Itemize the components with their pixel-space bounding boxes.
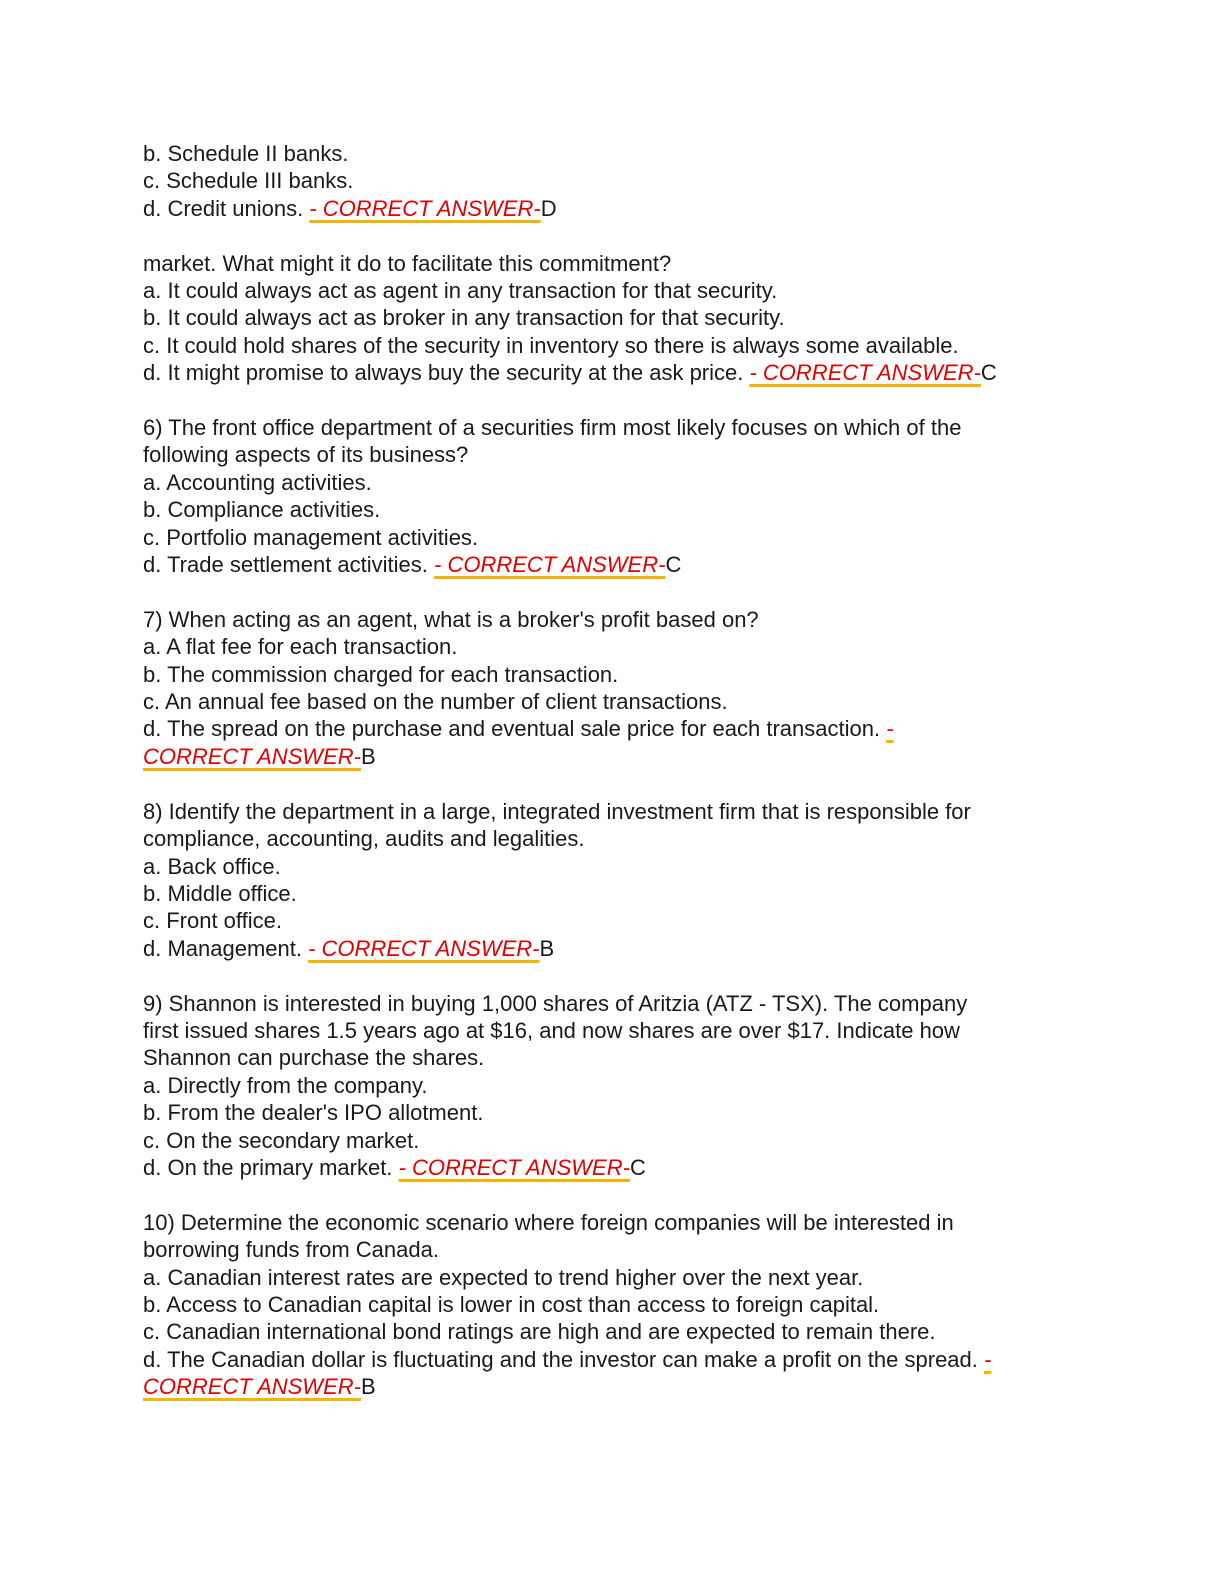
text-line xyxy=(143,1154,1083,1181)
line-text: c. Portfolio management activities. xyxy=(143,524,479,550)
line-text: b. Access to Canadian capital is lower in cost than access to foreign capital. xyxy=(143,1291,880,1317)
line-text: 9) Shannon is interested in buying 1,000 shares of Aritzia (ATZ - TSX). The company xyxy=(143,990,968,1016)
question-block xyxy=(143,798,1083,962)
text-line xyxy=(143,277,1083,304)
text-line xyxy=(143,907,1083,934)
question-block xyxy=(143,250,1083,387)
line-text: c. An annual fee based on the number of client transactions. xyxy=(143,689,728,715)
text-line xyxy=(143,496,1083,523)
correct-answer-tag: - CORRECT ANSWER- xyxy=(309,195,541,221)
text-line xyxy=(143,469,1083,496)
text-line xyxy=(143,1127,1083,1154)
line-text: c. Canadian international bond ratings are high and are expected to remain there. xyxy=(143,1319,936,1345)
line-text: d. The Canadian dollar is fluctuating and the investor can make a profit on the spread. xyxy=(143,1346,984,1372)
text-line xyxy=(143,414,1083,441)
text-line xyxy=(143,1318,1083,1345)
text-line xyxy=(143,332,1083,359)
text-line xyxy=(143,1346,1083,1373)
paragraph-gap xyxy=(143,1181,1083,1208)
line-text: b. Compliance activities. xyxy=(143,497,381,523)
paragraph-gap xyxy=(143,962,1083,989)
correct-answer-tag: - CORRECT ANSWER- xyxy=(398,1154,630,1180)
paragraph-gap xyxy=(143,770,1083,797)
text-line xyxy=(143,250,1083,277)
line-text: borrowing funds from Canada. xyxy=(143,1237,439,1263)
line-text: 8) Identify the department in a large, integrated investment firm that is responsible for xyxy=(143,798,971,824)
line-text: 10) Determine the economic scenario where foreign companies will be interested in xyxy=(143,1209,954,1235)
text-line xyxy=(143,688,1083,715)
correct-answer-tag: - CORRECT ANSWER- xyxy=(749,360,981,386)
correct-answer-tag: - CORRECT ANSWER- xyxy=(434,552,666,578)
question-block xyxy=(143,140,1083,222)
text-line xyxy=(143,1099,1083,1126)
correct-answer-tag: - CORRECT ANSWER- xyxy=(308,935,540,961)
correct-answer-tag: CORRECT ANSWER- xyxy=(143,743,361,769)
line-text: d. It might promise to always buy the security at the ask price. xyxy=(143,360,750,386)
line-text: a. Canadian interest rates are expected to trend higher over the next year. xyxy=(143,1264,864,1290)
line-text: d. Credit unions. xyxy=(143,195,310,221)
text-line xyxy=(143,825,1083,852)
text-line xyxy=(143,1209,1083,1236)
text-line xyxy=(143,1072,1083,1099)
text-line xyxy=(143,359,1083,386)
text-line xyxy=(143,990,1083,1017)
text-line xyxy=(143,633,1083,660)
text-line xyxy=(143,1291,1083,1318)
line-text: c. Front office. xyxy=(143,908,282,934)
text-line xyxy=(143,195,1083,222)
line-text: b. Schedule II banks. xyxy=(143,141,349,166)
line-text: c. Schedule III banks. xyxy=(143,168,354,194)
line-text: following aspects of its business? xyxy=(143,442,469,468)
text-line xyxy=(143,551,1083,578)
text-line xyxy=(143,140,1083,167)
line-text: b. From the dealer's IPO allotment. xyxy=(143,1100,484,1126)
line-text: b. Middle office. xyxy=(143,880,297,906)
answer-letter: C xyxy=(980,360,997,386)
paragraph-gap xyxy=(143,387,1083,414)
line-text: Shannon can purchase the shares. xyxy=(143,1045,485,1071)
answer-letter: B xyxy=(539,935,555,961)
line-text: b. It could always act as broker in any transaction for that security. xyxy=(143,305,785,331)
line-text: c. It could hold shares of the security in inventory so there is always some available. xyxy=(143,332,959,358)
answer-letter: B xyxy=(360,743,376,769)
line-text: compliance, accounting, audits and legalities. xyxy=(143,826,585,852)
question-block xyxy=(143,1209,1083,1401)
correct-answer-tag: CORRECT ANSWER- xyxy=(143,1374,361,1400)
text-line xyxy=(143,1044,1083,1071)
line-text: 6) The front office department of a securities firm most likely focuses on which of the xyxy=(143,415,962,441)
line-text: d. The spread on the purchase and eventual sale price for each transaction. xyxy=(143,716,887,742)
text-line xyxy=(143,1236,1083,1263)
text-line xyxy=(143,798,1083,825)
text-line xyxy=(143,606,1083,633)
line-text: market. What might it do to facilitate this commitment? xyxy=(143,250,672,276)
answer-letter: C xyxy=(665,552,682,578)
question-block xyxy=(143,990,1083,1182)
text-line xyxy=(143,935,1083,962)
text-line xyxy=(143,661,1083,688)
line-text: c. On the secondary market. xyxy=(143,1127,420,1153)
text-line xyxy=(143,880,1083,907)
line-text: d. Trade settlement activities. xyxy=(143,552,435,578)
answer-letter: D xyxy=(540,195,557,221)
line-text: b. The commission charged for each transaction. xyxy=(143,661,619,687)
text-line xyxy=(143,304,1083,331)
line-text: first issued shares 1.5 years ago at $16, and now shares are over $17. Indicate how xyxy=(143,1017,960,1043)
line-text: a. It could always act as agent in any transaction for that security. xyxy=(143,278,778,304)
text-line xyxy=(143,853,1083,880)
question-block xyxy=(143,414,1083,578)
text-line xyxy=(143,743,1083,770)
document-page xyxy=(143,140,1083,1401)
question-block xyxy=(143,606,1083,770)
paragraph-gap xyxy=(143,222,1083,249)
line-text: a. Back office. xyxy=(143,853,281,879)
line-text: a. Directly from the company. xyxy=(143,1072,428,1098)
text-line xyxy=(143,441,1083,468)
text-line xyxy=(143,1017,1083,1044)
line-text: a. A flat fee for each transaction. xyxy=(143,634,458,660)
paragraph-gap xyxy=(143,578,1083,605)
answer-letter: B xyxy=(360,1374,376,1400)
line-text: 7) When acting as an agent, what is a broker's profit based on? xyxy=(143,606,759,632)
text-line xyxy=(143,715,1083,742)
correct-answer-tag: - xyxy=(886,716,894,742)
line-text: a. Accounting activities. xyxy=(143,469,372,495)
text-line xyxy=(143,524,1083,551)
text-line xyxy=(143,1373,1083,1400)
line-text: d. On the primary market. xyxy=(143,1154,399,1180)
text-line xyxy=(143,167,1083,194)
answer-letter: C xyxy=(629,1154,646,1180)
line-text: d. Management. xyxy=(143,935,309,961)
correct-answer-tag: - xyxy=(984,1346,992,1372)
text-line xyxy=(143,1264,1083,1291)
